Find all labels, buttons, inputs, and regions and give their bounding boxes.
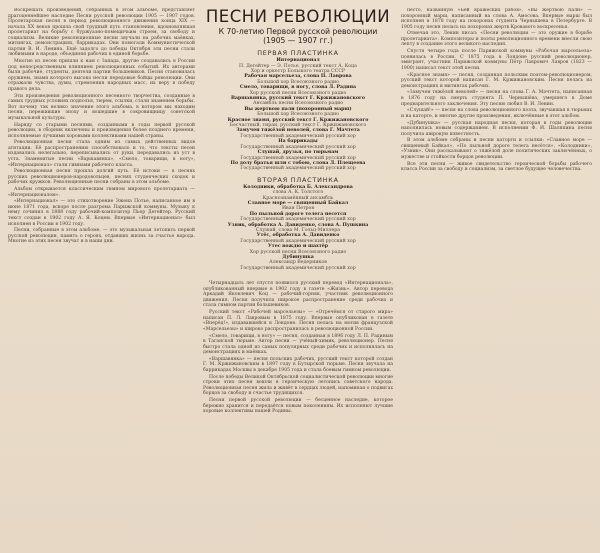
track-credit: Александр Ведерников xyxy=(269,260,327,266)
paragraph: Все эти песни — живое свидетельство героической борьбы рабочего класса России за свободу и социализм, за светлое будущее человечества. xyxy=(401,161,592,173)
track-perf: Государственный академический русский хор xyxy=(240,265,356,271)
track-entry xyxy=(203,139,393,150)
track-perf: Хор русской песни Всесоюзного радио xyxy=(249,90,347,96)
side-one-tracklist xyxy=(203,58,393,172)
paragraph: Четырнадцать лет спустя появился русский перевод «Интернационала», опубликованный впервые в 1902 году в газете «Жизнь». Автор перевода Аркадий Яковлевич Коц — рабочий-горняк, участник революционного движения. Песня получила широкое распространение среди рабочих и стала гимном партии большевиков. xyxy=(203,281,393,309)
track-entry xyxy=(203,233,393,244)
track-title: Колодники, обработка Б. Александрова xyxy=(243,184,353,190)
track-entry xyxy=(203,201,393,212)
track-perf: Государственный академический русский хор xyxy=(240,133,356,139)
track-entry xyxy=(203,255,393,271)
track-perf: Государственный академический русский хор xyxy=(240,144,356,150)
track-entry xyxy=(203,58,393,74)
paragraph: Революционная песня прошла долгий путь. Её истоки — в песнях русских революционеров-народовольцев, песнях студенческих сходок и рабочих кружков. Революционные песни собраны в этом альбоме. xyxy=(8,169,195,186)
track-credit: П. Дегейтер — Э. Потье, русский текст А. Коца xyxy=(239,63,357,69)
paragraph: «Слушай!» — песня на слова революционного поэта, звучавшая в тюрьмах и на каторге, и многие другие произведения, включённые в этот альбом. xyxy=(401,108,592,119)
subtitle-line-2: (1905 — 1907 гг.) xyxy=(263,35,333,45)
paragraph: «Замучен тяжёлой неволей» — песня на слова Г. А. Мачтета, написанная в 1876 году на смерть студента П. Чернышёва, умершего в Доме предварительного заключения. Эту песню любил В. И. Ленин. xyxy=(401,90,592,107)
track-entry xyxy=(203,150,393,161)
paragraph: Песни первой русской революции — бесценное наследие, которое бережно хранится и передаётся новым поколениям. Их исполняют лучшие хоровые коллективы нашей Родины. xyxy=(203,398,393,415)
track-perf: Государственный академический русский хор xyxy=(240,217,356,223)
track-title: Смело, товарищи, в ногу, слова Л. Радина xyxy=(239,85,357,91)
track-entry xyxy=(203,161,393,172)
paragraph: песто, названную «Бей вражеских рабов», «Вы жертвою пали» — похоронный марш, написанный на слова А. Амосова. Впервые марш был исполнен в 1878 году на похоронах студента Чернышева в Петербурге. В 1905 году песня пелась на похоронах жертв Кровавого воскресенья. xyxy=(401,8,592,30)
page-title: ПЕСНИ РЕВОЛЮЦИИ xyxy=(205,8,391,26)
track-perf: Слушай, слова М. Гольц-Миллера xyxy=(255,227,341,233)
paragraph: Наряду со старыми песнями, созданными в годы первой русской революции, в сборник включены и произведения более позднего времени, исполняемые лучшими хоровыми коллективами нашей страны. xyxy=(8,122,195,139)
paragraph: Воскрешать произведений, собранных в этом альбоме, представляет драгоценнейшее наследие Песни русской революции 1905 — 1907 годов. Пролетарская песня в период революционного движения конца XIX — начала XX веков прошла свой трудный путь становления, вдохновлявшая пролетариат на борьбу с буржуазно-помещичьим строем, за свободу и социализм. Великие революционные песни звучали на рабочих маёвках, митингах, демонстрациях, баррикадах. Они помогали Коммунистической партии В. И. Ленина. Ещё задолго до победы Октября эти песни стали любимыми в народе, объединяя рабочих в единой борьбе. xyxy=(8,8,195,58)
track-perf: Государственный академический русский хор xyxy=(240,155,356,161)
track-perf: Краснознамённый ансамбль xyxy=(262,195,334,201)
track-entry xyxy=(203,85,393,96)
track-title: Дубинушка xyxy=(282,255,314,260)
track-entry xyxy=(203,118,393,129)
column-left xyxy=(8,8,195,547)
paragraph: Спустя четыре года после Парижской коммуны «Рабочая марсельеза» появилась в России. С 1875 года в Лондоне русский революционер, эмигрант, участник Парижской коммуны Пётр Лаврович Лавров (1823 — 1900) написал текст этой песни. xyxy=(401,49,592,71)
track-perf: Бесчастный, тиран, русский текст Г. Кржижановского xyxy=(229,123,367,129)
track-entry xyxy=(203,185,393,201)
track-perf: Большой хор Всесоюзного радио xyxy=(257,112,339,118)
paragraph: Русский текст «Рабочей марсельезы» — «Отречёмся от старого мира» написан П. Л. Лавровым в 1875 году. Впервые опубликован в газете «Вперёд!», издававшейся в Лондоне. Песня пелась на мотив французской «Марсельезы» и широко распространилась в революционной России. xyxy=(203,310,393,332)
track-perf: Государственный академический русский хор xyxy=(240,166,356,172)
paragraph: «Смело, товарищи, в ногу» — песня, созданная в 1896 году Л. П. Радиным в Таганской тюрьме. Автор песни — учёный-химик, революционер. Песня быстро стала одной из самых популярных среди рабочих и исполнялась на демонстрациях и маёвках. xyxy=(203,333,393,356)
paragraph: «Интернационал» — это стихотворение Эжена Потье, написанное им в июне 1871 года, вскоре после разгрома Парижской коммуны. Музыку к нему сочинил в 1888 году рабочий-композитор Пьер Дегейтер. Русский текст создан в 1902 году А. Я. Коцем. Впервые «Интернационал» был исполнен в России в 1902 году. xyxy=(8,199,195,227)
paragraph: В этом альбоме собраны и песни каторги и ссылки: «Славное море — священный Байкал», «По пыльной дороге телега несётся», «Колодники», «Узник». Они рассказывают о тяжёлой доле политических заключённых, о мужестве и стойкости борцов революции. xyxy=(401,138,592,160)
paragraph: Революционная песня стала одним из самых действенных видов агитации. Её распространению способствовало и то, что тексты песен издавались нелегально, переписывались от руки, передавались из уст в уста. Знаменитые песни «Варшавянка», «Смело, товарищи, в ногу», «Интернационал» стали гимнами рабочего класса. xyxy=(8,140,195,168)
track-title: Слушай, друзья, по тюрьмам xyxy=(257,150,339,156)
track-title: Интернационал xyxy=(276,58,320,64)
track-title: Узник, обработка А. Давиденко, слова А. Пушкина xyxy=(227,222,369,228)
track-perf: Большой хор Всесоюзного радио xyxy=(257,79,339,85)
track-title: Красное знамя, русский текст Г. Кржижановского xyxy=(227,117,369,123)
track-entry xyxy=(203,96,393,107)
paragraph: Эти произведения революционного песенного творчества, созданные в самых трудных условиях подполья, тюрем, ссылки, стали знаменем борьбы. Вот почему так велико значение этого альбома, в котором мы находим песни, пережившие эпоху и вошедшие в сокровищницу советской музыкальной культуры. xyxy=(8,93,195,121)
side-one-heading: ПЕРВАЯ ПЛАСТИНКА xyxy=(257,49,339,58)
track-title: По пыльной дороге телега несется xyxy=(249,211,347,217)
paragraph: После победы Великой Октябрьской социалистической революции многие строки этих песен вошли в героическую летопись советского народа. Революционная песня жила и живёт в сердцах людей, напоминая о подвигах борцов за свободу и счастье трудящихся. xyxy=(203,374,393,397)
track-perf: Ансамбль песни Всесоюзного радио xyxy=(252,101,344,107)
track-perf: Хор русской песни Всесоюзного радио xyxy=(249,249,347,255)
track-title: Замучен тяжёлой неволей, слова Г. Мачтета xyxy=(236,128,360,134)
track-entry xyxy=(203,212,393,223)
track-entry xyxy=(203,107,393,118)
track-entry xyxy=(203,128,393,139)
side-two-tracklist xyxy=(203,185,393,272)
paragraph: Альбом открывается классическим гимном мирового пролетариата — «Интернационалом». xyxy=(8,187,195,198)
paragraph: «Дубинушка» — русская народная песня, которая в годы революции наполнилась новым содержанием. В исполнении Ф. И. Шаляпина песня получила широкую известность. xyxy=(401,120,592,137)
track-credit: Иван Петров xyxy=(281,206,315,212)
column-center-body xyxy=(203,281,393,415)
track-entry xyxy=(203,74,393,85)
track-entry xyxy=(203,244,393,255)
track-title: Утес вождю и шахтёр xyxy=(268,244,328,250)
column-right xyxy=(401,8,592,547)
paragraph: «Варшавянка» — песня польских рабочих, русский текст которой создан Г. М. Кржижановским в 1897 году в Бутырской тюрьме. Песня звучала на баррикадах Москвы в декабре 1905 года и стала боевым гимном революции. xyxy=(203,356,393,373)
track-title: По долу братья шли с тобою, слова Л. Плещеева xyxy=(230,160,366,166)
paragraph: Отмечая это, Ленин писал: «Песни революции — это оружие в борьбе пролетариата». Композиторы и поэты революционного времени внесли свою лепту в создание этого великого наследия. xyxy=(401,31,592,48)
track-title: Славное море — священный Байкал xyxy=(247,200,349,206)
track-entry xyxy=(203,223,393,234)
header xyxy=(203,8,393,45)
track-credit: слова А. К. Толстого xyxy=(272,190,324,196)
track-title: Варшавянка, русский текст Г. Кржижановского xyxy=(230,96,365,102)
track-title: Утёс, обработка А. Давиденко xyxy=(256,233,340,239)
track-perf: Хор и оркестр Большого театра СССР xyxy=(250,69,346,74)
paragraph: «Красное знамя» — песня, созданная польским поэтом-революционером, русский текст которой написан Г. М. Кржижановским. Песня пелась на демонстрациях и митингах рабочих. xyxy=(401,72,592,89)
track-title: Вы жертвою пали (похоронный марш) xyxy=(244,106,352,112)
track-title: На баррикады xyxy=(278,139,318,145)
track-title: Рабочая марсельеза, слова П. Лаврова xyxy=(244,74,352,80)
subtitle-line-1: К 70-летию Первой русской революции xyxy=(218,27,378,36)
side-two-heading: ВТОРАЯ ПЛАСТИНКА xyxy=(257,175,339,184)
track-perf: Государственный академический русский хор xyxy=(240,238,356,244)
paragraph: Песни, собранные в этом альбоме, — это музыкальная летопись первой русской революции, память о героях, отдавших жизнь за счастье народа. Многие из этих песен звучат и в наши дни. xyxy=(8,228,195,245)
column-center xyxy=(203,8,393,547)
paragraph: Многие из песен пришли к нам с Запада, другие создавались в России под непосредственным влиянием революционных событий. Их авторами были рабочие, студенты, деятели партии большевиков. Песня становилась оружием, знамя которого высоко несли передовые бойцы революции. Они отражали чувства, думы, стремления народных масс, их веру в победу правого дела. xyxy=(8,59,195,92)
